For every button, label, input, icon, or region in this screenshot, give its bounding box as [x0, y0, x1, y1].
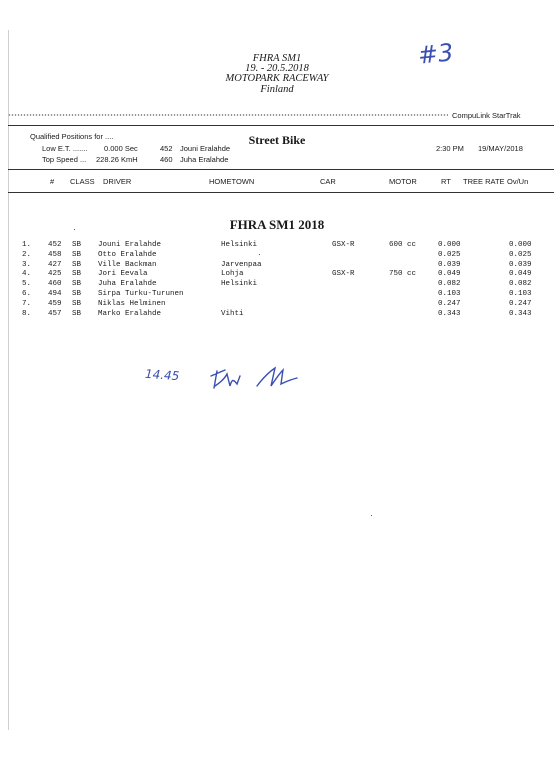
- row-motor: 750 cc: [389, 270, 417, 279]
- row-driver: Otto Eralahde: [98, 250, 157, 259]
- row-number: 457: [48, 309, 62, 318]
- country: Finland: [260, 84, 294, 95]
- col-driver: DRIVER: [103, 177, 132, 186]
- row-ovun: 0.103: [509, 290, 532, 298]
- row-hometown: Jarvenpaa: [221, 260, 262, 269]
- handwritten-number: #3: [416, 38, 455, 70]
- row-class: SB: [72, 309, 82, 318]
- top-speed-num: 460: [160, 155, 173, 164]
- col-hometown: HOMETOWN: [209, 177, 255, 186]
- event-title: FHRA SM1 2018: [229, 217, 325, 232]
- row-reaction-time: 0.343: [438, 309, 461, 318]
- row-number: 458: [48, 250, 62, 259]
- scan-speck: [259, 254, 260, 255]
- event-name: FHRA SM1: [252, 53, 302, 64]
- col-tree-rate: TREE RATE: [463, 177, 505, 186]
- row-driver: Ville Backman: [98, 260, 157, 269]
- low-et-value: 0.000 Sec: [104, 144, 138, 153]
- row-ovun: 0.039: [509, 260, 532, 269]
- col-class: CLASS: [70, 177, 95, 186]
- top-speed-driver: Juha Eralahde: [180, 155, 229, 164]
- row-car: GSX-R: [332, 241, 355, 249]
- row-class: SB: [72, 280, 82, 289]
- row-class: SB: [72, 270, 82, 279]
- table-row: [0, 290, 554, 299]
- row-ovun: 0.025: [509, 250, 532, 259]
- row-car: GSX-R: [332, 270, 355, 279]
- row-reaction-time: 0.039: [438, 260, 461, 269]
- report-time: 2:30 PM: [436, 144, 464, 153]
- row-hometown: Vihti: [221, 309, 244, 318]
- low-et-driver: Jouni Eralahde: [180, 144, 231, 153]
- row-number: 425: [48, 270, 62, 279]
- row-driver: Sirpa Turku-Turunen: [98, 290, 184, 298]
- row-ovun: 0.343: [509, 309, 532, 318]
- row-position: 4.: [22, 270, 32, 279]
- row-ovun: 0.049: [509, 270, 532, 279]
- row-position: 3.: [22, 260, 32, 269]
- row-ovun: 0.000: [509, 241, 532, 249]
- dotted-divider: [8, 113, 448, 117]
- row-number: 494: [48, 290, 62, 298]
- row-number: 452: [48, 241, 62, 249]
- table-row: [0, 280, 554, 289]
- row-class: SB: [72, 241, 82, 249]
- row-reaction-time: 0.247: [438, 299, 461, 308]
- col-rt: RT: [441, 177, 451, 186]
- row-position: 7.: [22, 299, 32, 308]
- event-dates: 19. - 20.5.2018: [245, 63, 309, 74]
- venue: MOTOPARK RACEWAY: [225, 73, 329, 84]
- row-ovun: 0.082: [509, 280, 532, 289]
- row-reaction-time: 0.000: [438, 241, 461, 249]
- table-row: [0, 310, 554, 319]
- table-row: [0, 300, 554, 309]
- row-reaction-time: 0.103: [438, 290, 461, 298]
- row-hometown: Helsinki: [221, 280, 258, 289]
- row-driver: Jori Eevala: [98, 270, 148, 279]
- top-speed-value: 228.26 KmH: [96, 155, 138, 164]
- row-hometown: Helsinki: [221, 241, 258, 249]
- row-driver: Niklas Helminen: [98, 299, 166, 308]
- low-et-num: 452: [160, 144, 173, 153]
- row-position: 6.: [22, 290, 32, 298]
- row-driver: Jouni Eralahde: [98, 241, 162, 249]
- table-row: [0, 241, 554, 250]
- table-row: [0, 251, 554, 260]
- row-motor: 600 cc: [389, 241, 417, 249]
- qualified-label: Qualified Positions for ....: [30, 132, 114, 141]
- row-position: 8.: [22, 309, 32, 318]
- row-number: 460: [48, 280, 62, 289]
- row-class: SB: [72, 299, 82, 308]
- row-position: 1.: [22, 241, 32, 249]
- header-rule-bottom: [8, 192, 554, 193]
- top-speed-label: Top Speed ...: [42, 155, 87, 164]
- row-class: SB: [72, 260, 82, 269]
- row-position: 2.: [22, 250, 32, 259]
- table-row: [0, 261, 554, 270]
- header-rule-top: [8, 169, 554, 170]
- col-car: CAR: [320, 177, 336, 186]
- software-name: CompuLink StarTrak: [452, 111, 521, 120]
- row-driver: Juha Eralahde: [98, 280, 157, 289]
- row-number: 427: [48, 260, 62, 269]
- col-num: #: [50, 177, 55, 186]
- row-ovun: 0.247: [509, 299, 532, 308]
- row-hometown: Lohja: [221, 270, 244, 279]
- row-position: 5.: [22, 280, 32, 289]
- row-reaction-time: 0.082: [438, 280, 461, 289]
- handwritten-signature: [205, 362, 305, 392]
- divider-line: [8, 125, 554, 126]
- row-number: 459: [48, 299, 62, 308]
- low-et-label: Low E.T. .......: [42, 144, 88, 153]
- row-driver: Marko Eralahde: [98, 309, 162, 318]
- row-class: SB: [72, 250, 82, 259]
- scan-speck: [371, 515, 372, 516]
- row-reaction-time: 0.049: [438, 270, 461, 279]
- row-reaction-time: 0.025: [438, 250, 461, 259]
- handwritten-time: 14.45: [144, 366, 180, 384]
- col-motor: MOTOR: [389, 177, 417, 186]
- col-ovun: Ov/Un: [507, 177, 529, 186]
- class-title: Street Bike: [248, 133, 306, 147]
- row-class: SB: [72, 290, 82, 298]
- table-row: [0, 270, 554, 279]
- report-date: 19/MAY/2018: [478, 144, 523, 153]
